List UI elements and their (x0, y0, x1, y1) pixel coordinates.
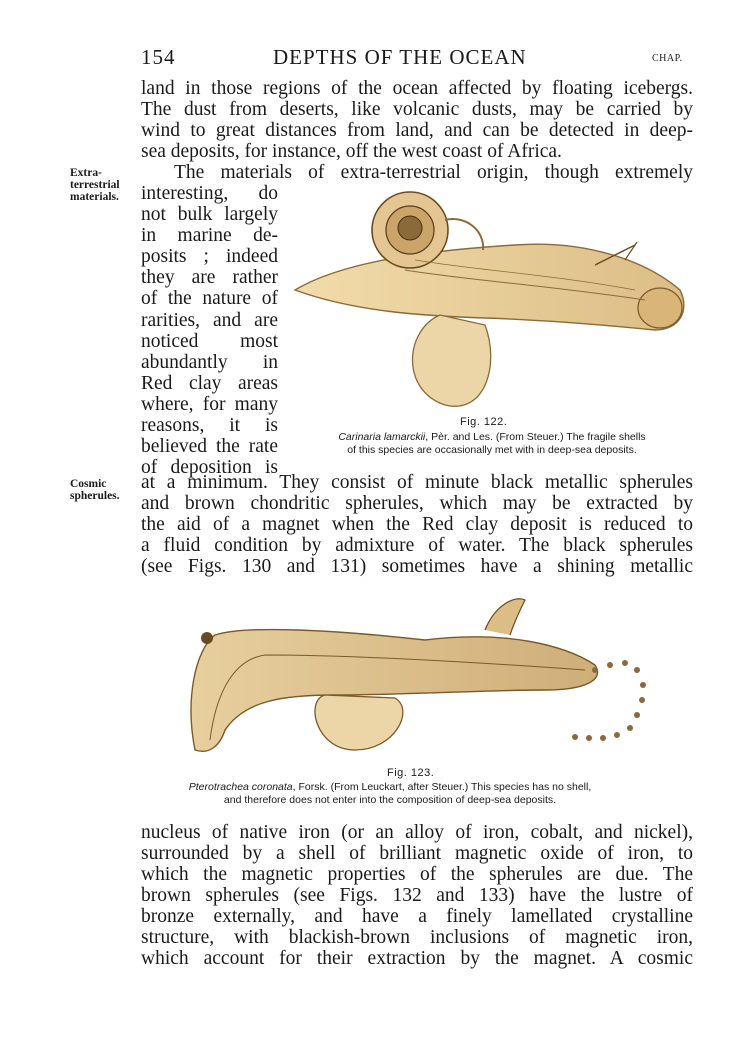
margin-note-cosmic: Cosmic spherules. (70, 478, 120, 502)
text-line: reasons, it is (141, 415, 278, 437)
running-title: DEPTHS OF THE OCEAN (273, 45, 527, 69)
margin-note-extraterrestrial: Extra- terrestrial materials. (70, 167, 120, 203)
text-line: and brown chondritic spherules, which may be extracted by (141, 493, 693, 514)
figure-122-illustration (285, 190, 695, 410)
text-line: nucleus of native iron (or an alloy of iron, cobalt, and nickel), (141, 822, 693, 843)
text-line: believed the rate (141, 436, 278, 458)
text-line: of deposition is (141, 457, 278, 479)
figure-122-label: Fig. 122. (460, 416, 508, 428)
text-line: abundantly in (141, 351, 278, 373)
narrow-column (141, 183, 278, 478)
text-line: of the nature of (141, 288, 278, 310)
text-line: in marine de- (141, 225, 278, 247)
text-line: wind to great distances from land, and can be detected in deep- (141, 120, 693, 141)
text-line: posits ; indeed (141, 246, 278, 268)
text-line: brown spherules (see Figs. 132 and 133) have the lustre of (141, 885, 693, 906)
figure-123-caption: Pterotrachea coronata, Forsk. (From Leuckart, after Steuer.) This species has no shell, and therefore does not enter into the composition of deep-sea deposits. (188, 781, 592, 806)
text-line: not bulk largely (141, 204, 278, 226)
page-number: 154 (141, 45, 176, 69)
text-line: bronze externally, and have a finely lamellated crystalline (141, 906, 693, 927)
figure-122-caption: Carinaria lamarckii, Pèr. and Les. (From Steuer.) The fragile shells of this species are occasionally met with in deep-sea deposits. (338, 431, 646, 456)
paragraph-first-line: The materials of extra-terrestrial origin, though extremely (174, 162, 693, 183)
figure-123-illustration (185, 590, 665, 770)
text-line: which account for their extraction by the magnet. A cosmic (141, 948, 693, 969)
text-line: at a minimum. They consist of minute black metallic spherules (141, 472, 693, 493)
text-line: The dust from deserts, like volcanic dusts, may be carried by (141, 99, 693, 120)
text-line: land in those regions of the ocean affected by floating icebergs. (141, 78, 693, 99)
text-line: noticed most (141, 330, 278, 352)
text-line: the aid of a magnet when the Red clay deposit is reduced to (141, 514, 693, 535)
text-line: (see Figs. 130 and 131) sometimes have a shining metallic (141, 556, 693, 577)
chapter-label: CHAP. (652, 53, 683, 64)
text-line: where, for many (141, 393, 278, 415)
text-line: sea deposits, for instance, off the west coast of Africa. (141, 141, 562, 162)
text-line: a fluid condition by admixture of water. The black spherules (141, 535, 693, 556)
text-line: Red clay areas (141, 372, 278, 394)
text-line: structure, with blackish-brown inclusions of magnetic iron, (141, 927, 693, 948)
text-line: interesting, do (141, 183, 278, 204)
text-line: they are rather (141, 267, 278, 289)
text-line: surrounded by a shell of brilliant magnetic oxide of iron, to (141, 843, 693, 864)
figure-123-label: Fig. 123. (387, 767, 435, 779)
text-line: which the magnetic properties of the spherules are due. The (141, 864, 693, 885)
text-line: rarities, and are (141, 309, 278, 331)
